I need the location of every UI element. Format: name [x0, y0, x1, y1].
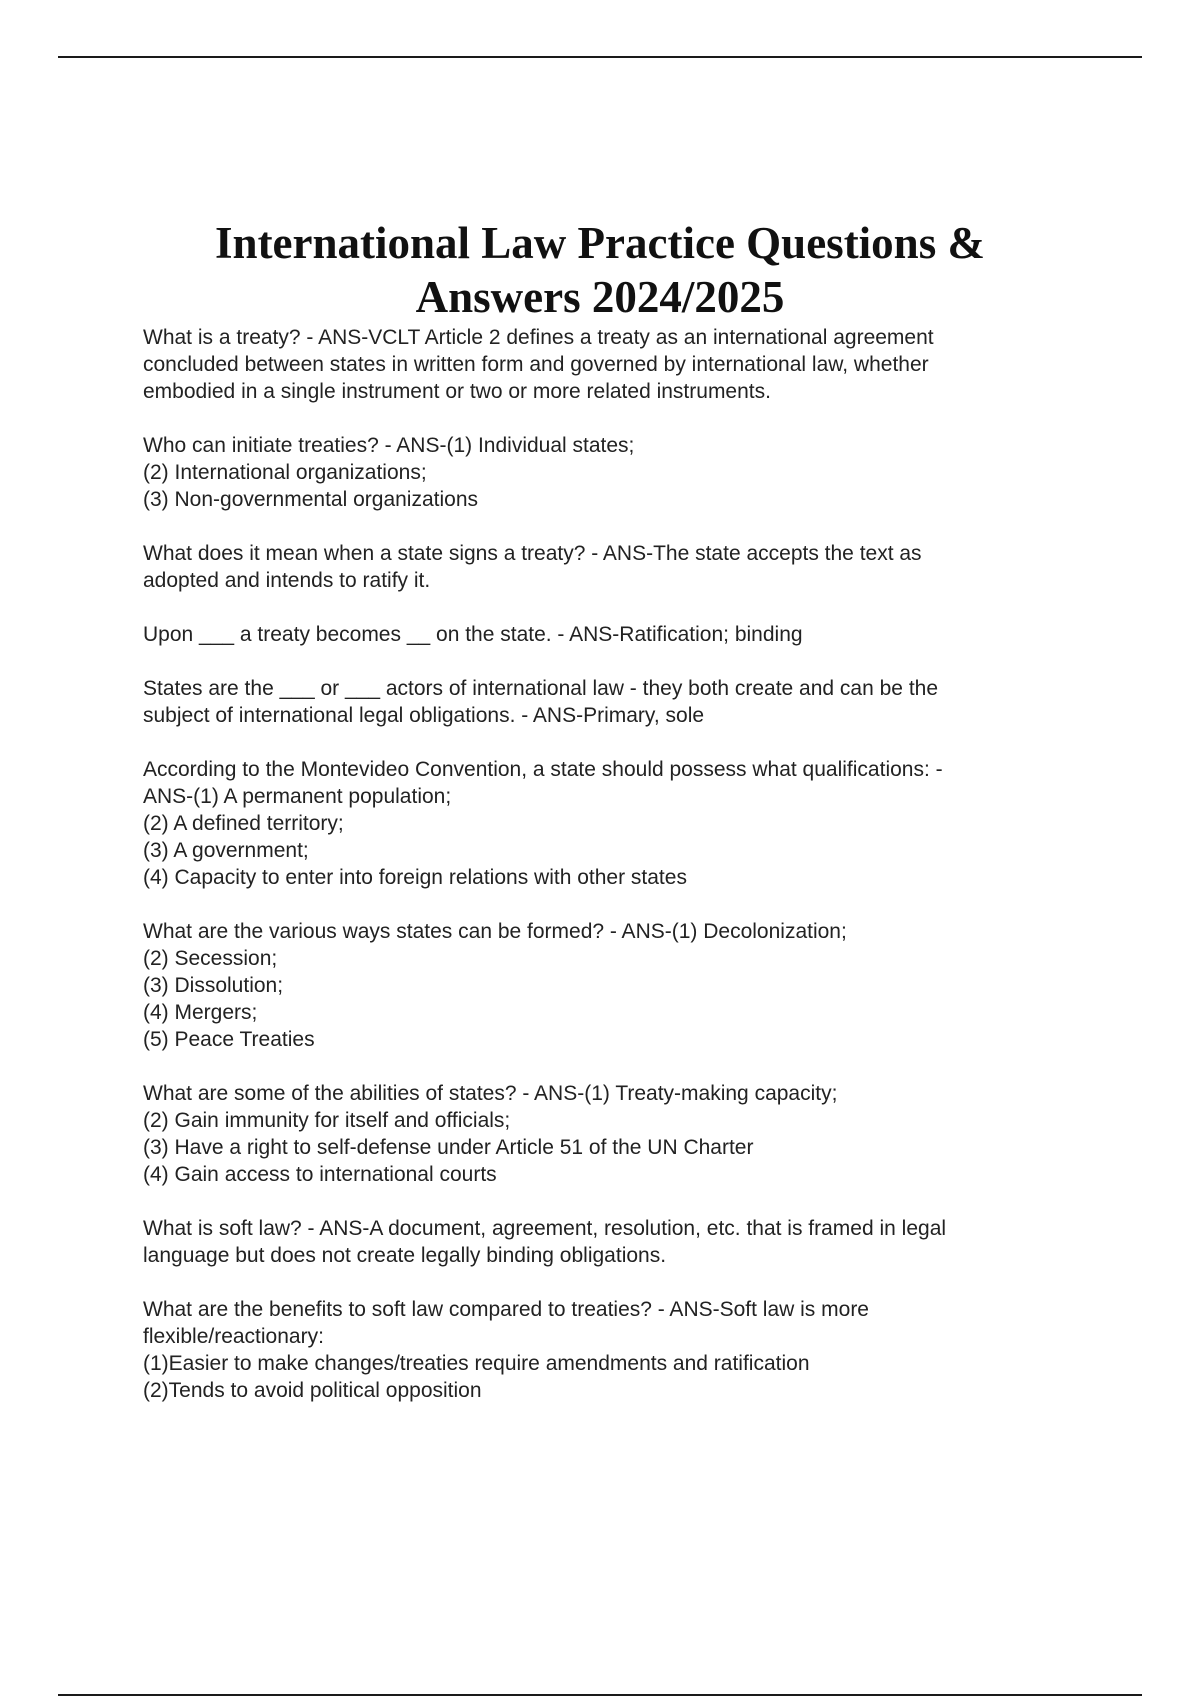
qa-item — [143, 675, 1063, 729]
answer-line: (4) Capacity to enter into foreign relations with other states — [143, 866, 687, 889]
question-text: What are some of the abilities of states? - ANS-(1) Treaty-making capacity; — [143, 1082, 838, 1105]
question-text: What is a treaty? - ANS-VCLT Article 2 defines a treaty as an international agreement — [143, 326, 934, 349]
qa-item — [143, 756, 1063, 891]
answer-line: concluded between states in written form and governed by international law, whether — [143, 353, 929, 376]
answer-line: (4) Gain access to international courts — [143, 1163, 497, 1186]
answer-line: (3) A government; — [143, 839, 309, 862]
question-text: What are the benefits to soft law compared to treaties? - ANS-Soft law is more — [143, 1298, 869, 1321]
bottom-rule — [58, 1694, 1142, 1696]
answer-line: language but does not create legally binding obligations. — [143, 1244, 667, 1267]
qa-item — [143, 324, 1063, 405]
qa-item — [143, 1296, 1063, 1404]
question-text: What are the various ways states can be formed? - ANS-(1) Decolonization; — [143, 920, 847, 943]
question-text: According to the Montevideo Convention, a state should possess what qualifications: - — [143, 758, 943, 781]
qa-item — [143, 432, 1063, 513]
answer-line: adopted and intends to ratify it. — [143, 569, 431, 592]
answer-line: flexible/reactionary: — [143, 1325, 324, 1348]
qa-item — [143, 540, 1063, 594]
answer-line: (3) Non-governmental organizations — [143, 488, 479, 511]
qa-item — [143, 1080, 1063, 1188]
answer-line: (5) Peace Treaties — [143, 1028, 315, 1051]
answer-line: (1)Easier to make changes/treaties require amendments and ratification — [143, 1352, 810, 1375]
answer-line: (3) Have a right to self-defense under Article 51 of the UN Charter — [143, 1136, 754, 1159]
qa-item — [143, 1215, 1063, 1269]
question-text: Who can initiate treaties? - ANS-(1) Individual states; — [143, 434, 635, 457]
qa-list — [143, 324, 1063, 1431]
top-rule — [58, 56, 1142, 58]
document-title — [100, 216, 1100, 324]
title-line-2: Answers 2024/2025 — [415, 272, 785, 322]
answer-line: (3) Dissolution; — [143, 974, 284, 997]
title-line-1: International Law Practice Questions & — [215, 218, 985, 268]
answer-line: (2) Secession; — [143, 947, 278, 970]
answer-line: (2) Gain immunity for itself and officials; — [143, 1109, 511, 1132]
question-text: What does it mean when a state signs a treaty? - ANS-The state accepts the text as — [143, 542, 922, 565]
qa-item — [143, 621, 1063, 648]
answer-line: (2) A defined territory; — [143, 812, 344, 835]
answer-line: embodied in a single instrument or two or more related instruments. — [143, 380, 771, 403]
answer-line: subject of international legal obligations. - ANS-Primary, sole — [143, 704, 705, 727]
answer-line: (2) International organizations; — [143, 461, 427, 484]
answer-line: (2)Tends to avoid political opposition — [143, 1379, 482, 1402]
answer-line: ANS-(1) A permanent population; — [143, 785, 452, 808]
question-text: States are the ___ or ___ actors of international law - they both create and can be the — [143, 677, 939, 700]
answer-line: (4) Mergers; — [143, 1001, 258, 1024]
question-text: What is soft law? - ANS-A document, agreement, resolution, etc. that is framed in legal — [143, 1217, 947, 1240]
question-text: Upon ___ a treaty becomes __ on the state. - ANS-Ratification; binding — [143, 623, 803, 646]
qa-item — [143, 918, 1063, 1053]
